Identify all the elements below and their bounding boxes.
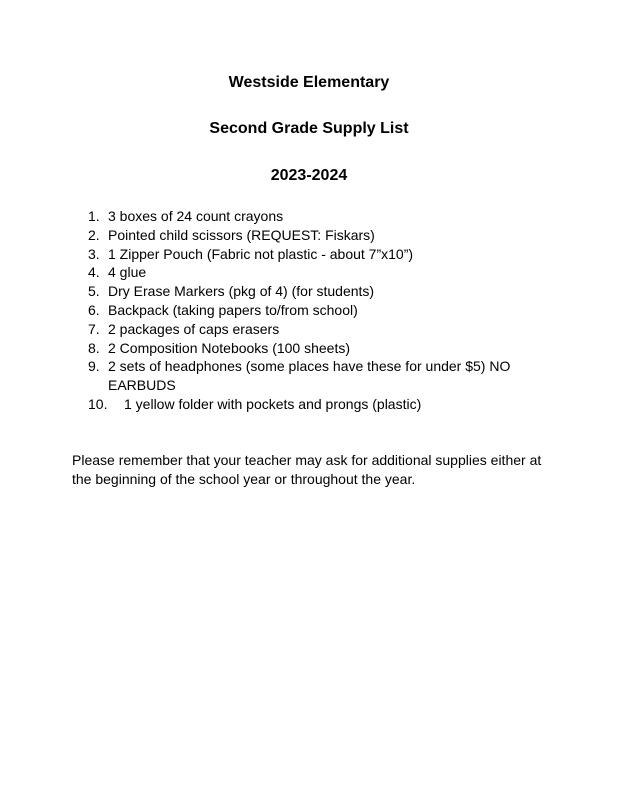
item-number: 1.	[88, 208, 100, 224]
item-number: 10.	[88, 395, 108, 412]
item-number: 7.	[88, 320, 100, 337]
item-text: 1 yellow folder with pockets and prongs (plastic)	[124, 395, 422, 412]
item-text: 4 glue	[108, 264, 147, 281]
item-text: 2 sets of headphones (some places have these for under $5) NO EARBUDS	[108, 358, 511, 394]
item-text: 2 Composition Notebooks (100 sheets)	[108, 339, 351, 356]
item-number: 8.	[88, 339, 100, 356]
list-item	[88, 263, 558, 282]
list-item	[88, 357, 558, 395]
item-text: Pointed child scissors (REQUEST: Fiskars)	[108, 226, 375, 243]
item-number: 6.	[88, 301, 100, 318]
item-number: 9.	[88, 358, 100, 375]
item-number: 5.	[88, 283, 100, 300]
list-item	[88, 395, 558, 414]
list-title: Second Grade Supply List	[209, 120, 409, 137]
school-name: Westside Elementary	[228, 74, 390, 91]
item-text: Backpack (taking papers to/from school)	[108, 301, 358, 318]
item-text: 2 packages of caps erasers	[108, 320, 280, 337]
additional-supplies-note: Please remember that your teacher may ask for additional supplies either at the beginning of the school year or throughout the year.	[72, 452, 542, 487]
item-number: 4.	[88, 264, 100, 281]
item-number: 2.	[88, 226, 100, 243]
supply-list	[88, 207, 558, 414]
list-item	[88, 226, 558, 245]
school-year: 2023-2024	[270, 167, 348, 184]
list-item	[88, 320, 558, 339]
item-text: 3 boxes of 24 count crayons	[108, 208, 284, 224]
list-item	[88, 245, 558, 264]
list-item	[88, 282, 558, 301]
item-text: 1 Zipper Pouch (Fabric not plastic - about 7”x10”)	[108, 245, 414, 262]
list-item	[88, 301, 558, 320]
list-item	[88, 207, 558, 226]
item-number: 3.	[88, 245, 100, 262]
item-text: Dry Erase Markers (pkg of 4) (for students)	[108, 283, 375, 300]
list-item	[88, 339, 558, 358]
